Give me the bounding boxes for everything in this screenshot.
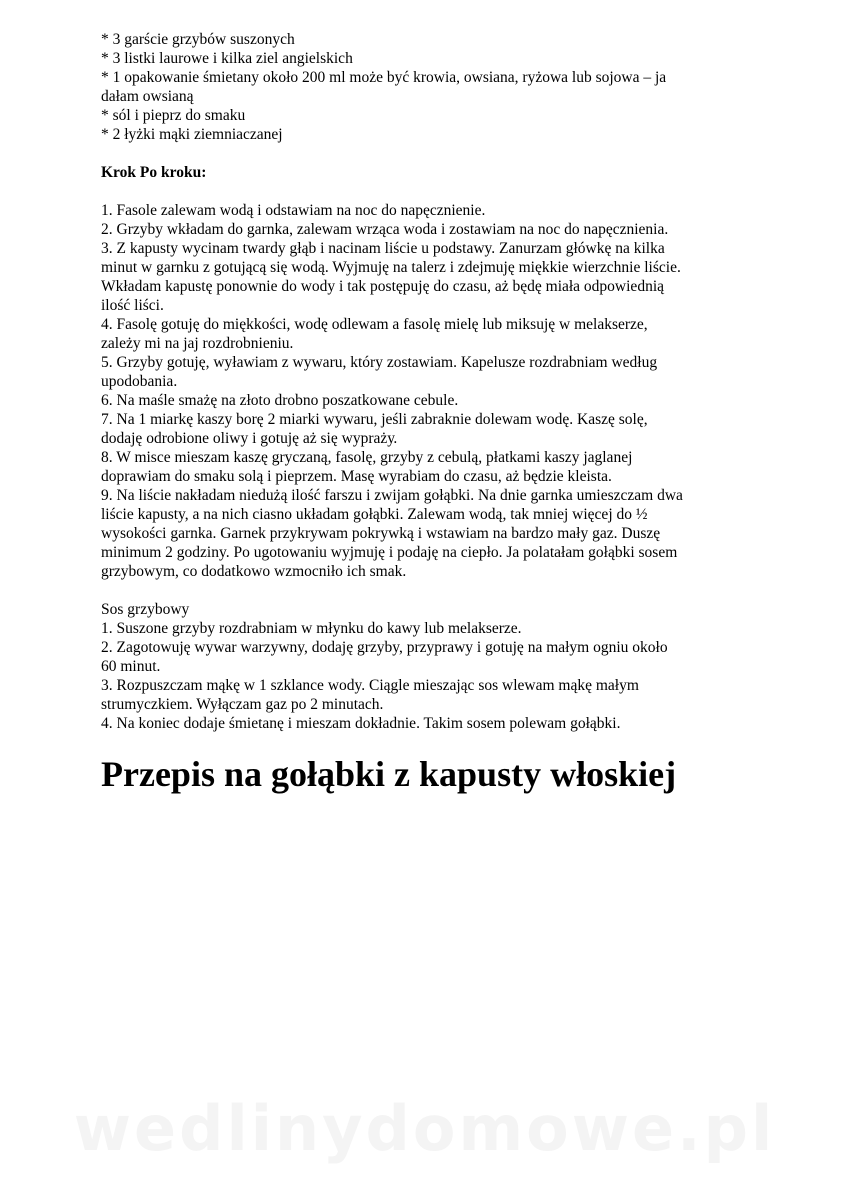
step-line: doprawiam do smaku solą i pieprzem. Masę wyrabiam do czasu, aż będzie kleista. [101, 468, 612, 485]
step-line: minut w garnku z gotującą się wodą. Wyjmuję na talerz i zdejmuję miękkie wierzchnie liście. [101, 259, 681, 276]
sauce-line: 4. Na koniec dodaje śmietanę i mieszam dokładnie. Takim sosem polewam gołąbki. [101, 715, 621, 732]
sauce-line: 60 minut. [101, 658, 161, 675]
list-item: * sól i pieprz do smaku [101, 107, 246, 124]
step-line: upodobania. [101, 373, 178, 390]
list-item: * 2 łyżki mąki ziemniaczanej [101, 126, 283, 143]
sauce-line: 1. Suszone grzyby rozdrabniam w młynku do kawy lub melakserze. [101, 620, 522, 637]
list-item: dałam owsianą [101, 88, 194, 105]
step-line: 1. Fasole zalewam wodą i odstawiam na noc do napęcznienie. [101, 202, 486, 219]
sauce-line: strumyczkiem. Wyłączam gaz po 2 minutach. [101, 696, 384, 713]
step-line: liście kapusty, a na nich ciasno układam gołąbki. Zalewam wodą, tak mniej więcej do ½ [101, 506, 648, 523]
step-line: 7. Na 1 miarkę kaszy borę 2 miarki wywaru, jeśli zabraknie dolewam wodę. Kaszę solę, [101, 411, 648, 428]
step-line: 2. Grzyby wkładam do garnka, zalewam wrząca woda i zostawiam na noc do napęcznienia. [101, 221, 669, 238]
step-line: ilość liści. [101, 297, 164, 314]
step-line: 3. Z kapusty wycinam twardy głąb i nacinam liście u podstawy. Zanurzam główkę na kilka [101, 240, 665, 257]
step-line: 4. Fasolę gotuję do miękkości, wodę odlewam a fasolę mielę lub miksuję w melakserze, [101, 316, 648, 333]
list-item: * 1 opakowanie śmietany około 200 ml może być krowia, owsiana, ryżowa lub sojowa – ja [101, 69, 667, 86]
steps-heading: Krok Po kroku: [101, 164, 207, 181]
list-item: * 3 garście grzybów suszonych [101, 31, 295, 48]
sauce-heading: Sos grzybowy [101, 601, 190, 618]
step-line: dodaję odrobione oliwy i gotuję aż się wyprażу. [101, 430, 398, 447]
document-page [101, 30, 741, 796]
sauce-section [101, 600, 741, 733]
step-line: minimum 2 godziny. Po ugotowaniu wyjmuję i podaję na ciepło. Ja polatałam gołąbki sosem [101, 544, 678, 561]
ingredients-list [101, 30, 741, 144]
step-line: 6. Na maśle smażę na złoto drobno poszatkowane cebule. [101, 392, 459, 409]
step-line: grzybowym, co dodatkowo wzmocniło ich smak. [101, 563, 407, 580]
watermark: wedlinydomowe.pl [73, 1092, 776, 1165]
step-line: wysokości garnka. Garnek przykrywam pokrywką i wstawiam na bardzo mały gaz. Duszę [101, 525, 661, 542]
step-line: zależy mi na jaj rozdrobnieniu. [101, 335, 294, 352]
sauce-line: 3. Rozpuszczam mąkę w 1 szklance wody. Ciągle mieszając sos wlewam mąkę małym [101, 677, 639, 694]
step-line: 9. Na liście nakładam niedużą ilość farszu i zwijam gołąbki. Na dnie garnka umieszczam dwa [101, 487, 683, 504]
step-line: Wkładam kapustę ponownie do wody i tak postępuję do czasu, aż będę miała odpowiednią [101, 278, 665, 295]
steps-list [101, 201, 741, 581]
recipe-title: Przepis na gołąbki z kapusty włoskiej [101, 754, 677, 794]
sauce-line: 2. Zagotowuję wywar warzywny, dodaję grzyby, przyprawy i gotuję na małym ogniu około [101, 639, 668, 656]
step-line: 8. W misce mieszam kaszę gryczaną, fasolę, grzyby z cebulą, płatkami kaszy jaglanej [101, 449, 633, 466]
step-line: 5. Grzyby gotuję, wyławiam z wywaru, który zostawiam. Kapelusze rozdrabniam według [101, 354, 658, 371]
list-item: * 3 listki laurowe i kilka ziel angielskich [101, 50, 353, 67]
